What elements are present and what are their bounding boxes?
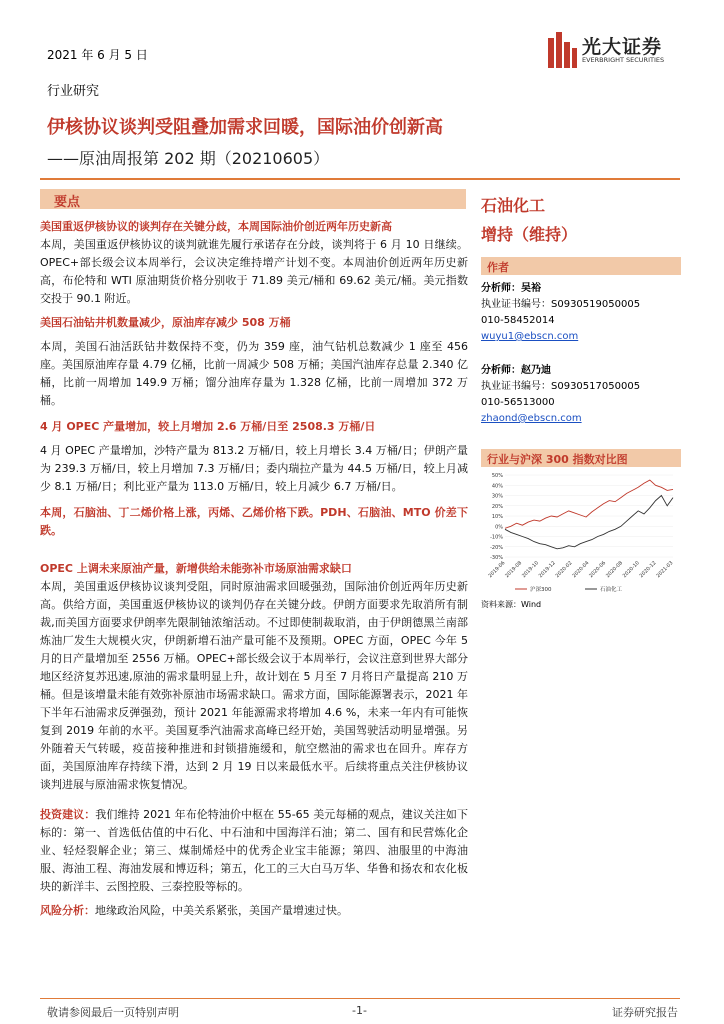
x-tick-label: 2019-06 [487, 560, 507, 580]
series-line [505, 496, 673, 549]
footer-divider [40, 998, 680, 999]
everbright-logo-icon [546, 32, 578, 72]
y-tick-label: -10% [490, 534, 503, 541]
x-tick-label: 2019-10 [520, 560, 541, 580]
y-tick-label: -20% [490, 544, 503, 551]
footer-disclaimer: 敬请参阅最后一页特别声明 [47, 1006, 179, 1019]
brand-logo [546, 32, 696, 72]
legend-label: 石油化工 [600, 587, 623, 593]
risk-label: 风险分析： [40, 904, 95, 917]
report-category: 行业研究 [47, 84, 100, 99]
report-title: 伊核协议谈判受阻叠加需求回暖，国际油价创新高 [47, 117, 443, 138]
authors-header [481, 257, 681, 275]
x-tick-label: 2020-12 [638, 560, 658, 580]
x-tick-label: 2019-08 [504, 560, 524, 580]
analyst-email[interactable]: zhaond@ebscn.com [481, 413, 582, 424]
x-tick-label: 2020-08 [604, 560, 625, 580]
sidebar [481, 189, 681, 610]
y-tick-label: -30% [490, 555, 503, 561]
x-tick-label: 2019-12 [537, 560, 557, 580]
x-tick-label: 2020-02 [554, 560, 574, 580]
chart-header [481, 449, 681, 467]
footer-report-type: 证券研究报告 [612, 1006, 678, 1019]
analyst-block [481, 363, 681, 427]
legend-label: 沪深300 [530, 587, 552, 593]
y-tick-label: 10% [491, 514, 503, 520]
risk-analysis [40, 902, 468, 920]
y-tick-label: 50% [491, 473, 503, 479]
investment-label: 投资建议： [40, 808, 96, 821]
section-heading: 本周，石脑油、丁二烯价格上涨，丙烯、乙烯价格下跌。PDH、石脑油、MTO 价差下跌。 [40, 506, 468, 537]
x-tick-label: 2020-04 [571, 560, 591, 580]
analyst-name: 分析师：赵乃迪 [481, 365, 551, 376]
analyst-cert: 执业证书编号：S0930519050005 [481, 299, 641, 310]
sector-name: 石油化工 [481, 196, 546, 215]
section-heading: 4 月 OPEC 产量增加，较上月增加 2.6 万桶/日至 2508.3 万桶/日 [40, 420, 376, 433]
page-number: -1- [352, 1004, 367, 1017]
section-text: 本周，美国重返伊核协议谈判受阻，同时原油需求回暖强劲，国际油价创近两年历史新高。供给方面，美国重返伊核协议的谈判仍存在关键分歧。伊朗方面要求先取消所有制裁,而美国方面要求伊朗率先限制铀浓缩活动。不过即使制裁取消，由于伊朗德黑兰南部炼油厂发生大规模火灾，伊朗新增石油产量可能不及预期。OPEC 方面，OPEC 今年 5 月的日产量增加至 2556 万桶。OPEC+部长级会议于本周举行，会议注意到世界大部分地区经济复苏迅速,原油的需求量明显上升，故计划在 5 月至 7 月将日产量提高 210 万桶。但是该增量未能有效弥补原油市场需求缺口。需求方面，国际能源署表示，2021 年下半年石油需求反弹强劲，预计 2021 年能源需求将增加 4.6 %，未来一年内有可能恢复到 2019 年前的水平。美国夏季汽油需求高峰已经开始，美国驾驶活动明显增强。另外随着天气转暖，疫苗接种推进和封锁措施缓和，航空燃油的需求也在回升。库存方面，美国原油库存持续下滑，达到 2 月 19 日以来最低水平。后续将重点关注伊核协议谈判进展与原油需求恢复情况。 [40, 580, 468, 791]
investment-advice [40, 806, 468, 896]
brand-name-en: EVERBRIGHT SECURITIES [582, 56, 665, 64]
analyst-phone: 010-58452014 [481, 315, 555, 326]
x-tick-label: 2020-10 [621, 560, 641, 580]
risk-text: 地缘政治风险，中美关系紧张，美国产量增速过快。 [95, 904, 348, 917]
keypoints-header [40, 189, 466, 209]
authors-label: 作者 [487, 261, 509, 274]
y-tick-label: 20% [491, 503, 503, 510]
chart-label: 行业与沪深 300 指数对比图 [487, 453, 628, 466]
section-heading: 美国石油钻井机数量减少，原油库存减少 508 万桶 [40, 316, 291, 329]
series-line [505, 480, 673, 528]
investment-text: 我们维持 2021 年布伦特油价中枢在 55-65 美元每桶的观点，建议关注如下标的：第一、首选低估值的中石化、中石油和中国海洋石油；第二、国有和民营炼化企业、轻烃裂解企业；第三、煤制烯烃中的优秀企业宝丰能源；第四、油服里的中海油服、海油工程、海油发展和博迈科；第五，化工的三大白马万华、华鲁和扬农和农化板块的新洋丰、云图控股、三泰控股等标的。 [40, 808, 468, 893]
chart-source: 资料来源：Wind [481, 600, 542, 609]
report-date: 2021 年 6 月 5 日 [47, 48, 148, 62]
main-content [40, 218, 468, 920]
y-tick-label: 30% [491, 493, 503, 500]
section-heading: OPEC 上调未来原油产量，新增供给未能弥补市场原油需求缺口 [40, 562, 352, 575]
analyst-block [481, 281, 681, 345]
analyst-name: 分析师：吴裕 [481, 283, 541, 294]
y-tick-label: 40% [491, 483, 503, 490]
brand-name: 光大证券 [582, 36, 663, 58]
x-tick-label: 2020-06 [588, 560, 608, 580]
analyst-cert: 执业证书编号：S0930517050005 [481, 381, 641, 392]
section-text: 本周，美国石油活跃钻井数保持不变，仍为 359 座，油气钻机总数减少 1 座至 456 座。美国原油库存量 4.79 亿桶，比前一周减少 508 万桶；美国汽油库存总量 2.340 亿桶，比前一周增加 149.9 万桶；馏分油库存量为 1.328 亿桶，比前一周增加 372 万桶。 [40, 340, 468, 407]
index-comparison-chart [481, 471, 677, 595]
analyst-phone: 010-56513000 [481, 397, 555, 408]
section-heading: 美国重返伊核协议的谈判存在关键分歧，本周国际油价创近两年历史新高 [40, 220, 392, 233]
keypoints-label: 要点 [54, 195, 81, 210]
rating: 增持（维持） [481, 225, 578, 244]
section-text: 4 月 OPEC 产量增加，沙特产量为 813.2 万桶/日，较上月增长 3.4 万桶/日；伊朗产量为 239.3 万桶/日，较上月增加 7.3 万桶/日；委内瑞拉产量为 44.5 万桶/日，较上月减少 8.1 万桶/日；利比亚产量为 113.0 万桶/日，较上月减少 6.7 万桶/日。 [40, 444, 468, 493]
section-text: 本周，美国重返伊核协议的谈判就谁先履行承诺存在分歧，谈判将于 6 月 10 日继续。OPEC+部长级会议本周举行，会议决定维持增产计划不变。本周油价创近两年历史新高，布伦特和 WTI 原油期货价格分别收于 71.89 美元/桶和 69.62 美元/桶。美元指数交投于 90.1 附近。 [40, 238, 468, 305]
report-subtitle: ——原油周报第 202 期（20210605） [47, 149, 330, 168]
header-divider [40, 178, 680, 180]
x-tick-label: 2021-03 [655, 560, 675, 580]
y-tick-label: 0% [495, 524, 503, 531]
analyst-email[interactable]: wuyu1@ebscn.com [481, 331, 579, 342]
line-chart [481, 471, 677, 595]
